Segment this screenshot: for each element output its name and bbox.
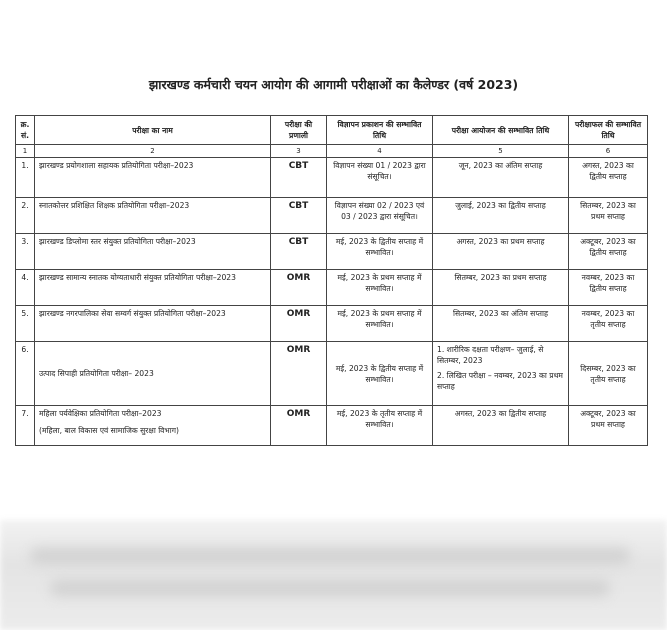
- ad-date: विज्ञापन संख्या 02 / 2023 एवं 03 / 2023 द्वारा संसूचित।: [327, 198, 433, 234]
- header-row: [16, 116, 648, 145]
- header-result-date: परीक्षाफल की सम्भावित तिथि: [569, 116, 648, 145]
- ad-date: मई, 2023 के प्रथम सप्ताह में सम्भावित।: [327, 270, 433, 306]
- exam-date: [433, 342, 569, 406]
- table-row: [16, 306, 648, 342]
- exam-mode: OMR: [271, 306, 327, 342]
- exam-name-cell: [35, 406, 271, 446]
- exam-mode: CBT: [271, 158, 327, 198]
- exam-date: अगस्त, 2023 का द्वितीय सप्ताह: [433, 406, 569, 446]
- exam-department: (महिला, बाल विकास एवं सामाजिक सुरक्षा विभाग): [39, 426, 179, 436]
- table-row: [16, 234, 648, 270]
- exam-mode: OMR: [271, 406, 327, 446]
- result-date: नवम्बर, 2023 का तृतीय सप्ताह: [569, 306, 648, 342]
- exam-date: सितम्बर, 2023 का प्रथम सप्ताह: [433, 270, 569, 306]
- table-row: [16, 406, 648, 446]
- result-date: अक्टूबर, 2023 का प्रथम सप्ताह: [569, 406, 648, 446]
- column-number: 4: [327, 145, 433, 158]
- exam-date-item: 1. शारीरिक दक्षता परीक्षण– जुलाई, से सितम्बर, 2023: [437, 345, 544, 366]
- ad-date: मई, 2023 के द्वितीय सप्ताह में सम्भावित।: [327, 234, 433, 270]
- table-row: [16, 270, 648, 306]
- exam-name: झारखण्ड डिप्लोमा स्तर संयुक्त प्रतियोगिता परीक्षा–2023: [35, 234, 271, 270]
- result-date: दिसम्बर, 2023 का तृतीय सप्ताह: [569, 342, 648, 406]
- exam-mode: OMR: [271, 342, 327, 406]
- blurred-block: [50, 580, 610, 596]
- ad-date: मई, 2023 के द्वितीय सप्ताह में सम्भावित।: [327, 342, 433, 406]
- exam-date: सितम्बर, 2023 का अंतिम सप्ताह: [433, 306, 569, 342]
- row-sn: 6.: [16, 342, 35, 406]
- row-sn: 4.: [16, 270, 35, 306]
- column-number: 5: [433, 145, 569, 158]
- result-date: नवम्बर, 2023 का द्वितीय सप्ताह: [569, 270, 648, 306]
- exam-name: झारखण्ड नगरपालिका सेवा सम्वर्ग संयुक्त प्रतियोगिता परीक्षा–2023: [35, 306, 271, 342]
- header-ad-date: विज्ञापन प्रकाशन की सम्भावित तिथि: [327, 116, 433, 145]
- row-sn: 3.: [16, 234, 35, 270]
- row-sn: 2.: [16, 198, 35, 234]
- column-number: 3: [271, 145, 327, 158]
- exam-name: झारखण्ड सामान्य स्नातक योग्यताधारी संयुक्त प्रतियोगिता परीक्षा–2023: [35, 270, 271, 306]
- exam-date: अगस्त, 2023 का प्रथम सप्ताह: [433, 234, 569, 270]
- header-exam-date: परीक्षा आयोजन की सम्भावित तिथि: [433, 116, 569, 145]
- column-number-row: [16, 145, 648, 158]
- header-name: परीक्षा का नाम: [35, 116, 271, 145]
- column-number: 2: [35, 145, 271, 158]
- table-row: [16, 198, 648, 234]
- exam-mode: CBT: [271, 198, 327, 234]
- exam-date-item: 2. लिखित परीक्षा – नवम्बर, 2023 का प्रथम सप्ताह: [437, 371, 563, 392]
- exam-date: जून, 2023 का अंतिम सप्ताह: [433, 158, 569, 198]
- exam-mode: CBT: [271, 234, 327, 270]
- result-date: अगस्त, 2023 का द्वितीय सप्ताह: [569, 158, 648, 198]
- exam-name: महिला पर्यवेक्षिका प्रतियोगिता परीक्षा–2023: [39, 409, 162, 419]
- ad-date: मई, 2023 के तृतीय सप्ताह में सम्भावित।: [327, 406, 433, 446]
- column-number: 6: [569, 145, 648, 158]
- exam-calendar-table: [15, 115, 648, 446]
- header-mode: परीक्षा की प्रणाली: [271, 116, 327, 145]
- result-date: सितम्बर, 2023 का प्रथम सप्ताह: [569, 198, 648, 234]
- exam-date: जुलाई, 2023 का द्वितीय सप्ताह: [433, 198, 569, 234]
- row-sn: 1.: [16, 158, 35, 198]
- ad-date: विज्ञापन संख्या 01 / 2023 द्वारा संसूचित।: [327, 158, 433, 198]
- table-row: [16, 158, 648, 198]
- exam-name: स्नातकोत्तर प्रशिक्षित शिक्षक प्रतियोगिता परीक्षा–2023: [35, 198, 271, 234]
- blurred-block: [30, 548, 630, 564]
- result-date: अक्टूबर, 2023 का द्वितीय सप्ताह: [569, 234, 648, 270]
- column-number: 1: [16, 145, 35, 158]
- exam-name: उत्पाद सिपाही प्रतियोगिता परीक्षा– 2023: [35, 342, 271, 406]
- exam-name: झारखण्ड प्रयोगशाला सहायक प्रतियोगिता परीक्षा–2023: [35, 158, 271, 198]
- ad-date: मई, 2023 के प्रथम सप्ताह में सम्भावित।: [327, 306, 433, 342]
- exam-mode: OMR: [271, 270, 327, 306]
- row-sn: 5.: [16, 306, 35, 342]
- row-sn: 7.: [16, 406, 35, 446]
- header-sn: क्र. सं.: [16, 116, 35, 145]
- document-title: झारखण्ड कर्मचारी चयन आयोग की आगामी परीक्षाओं का कैलेण्डर (वर्ष 2023): [148, 77, 519, 92]
- blurred-region: [0, 520, 667, 630]
- table-row: [16, 342, 648, 406]
